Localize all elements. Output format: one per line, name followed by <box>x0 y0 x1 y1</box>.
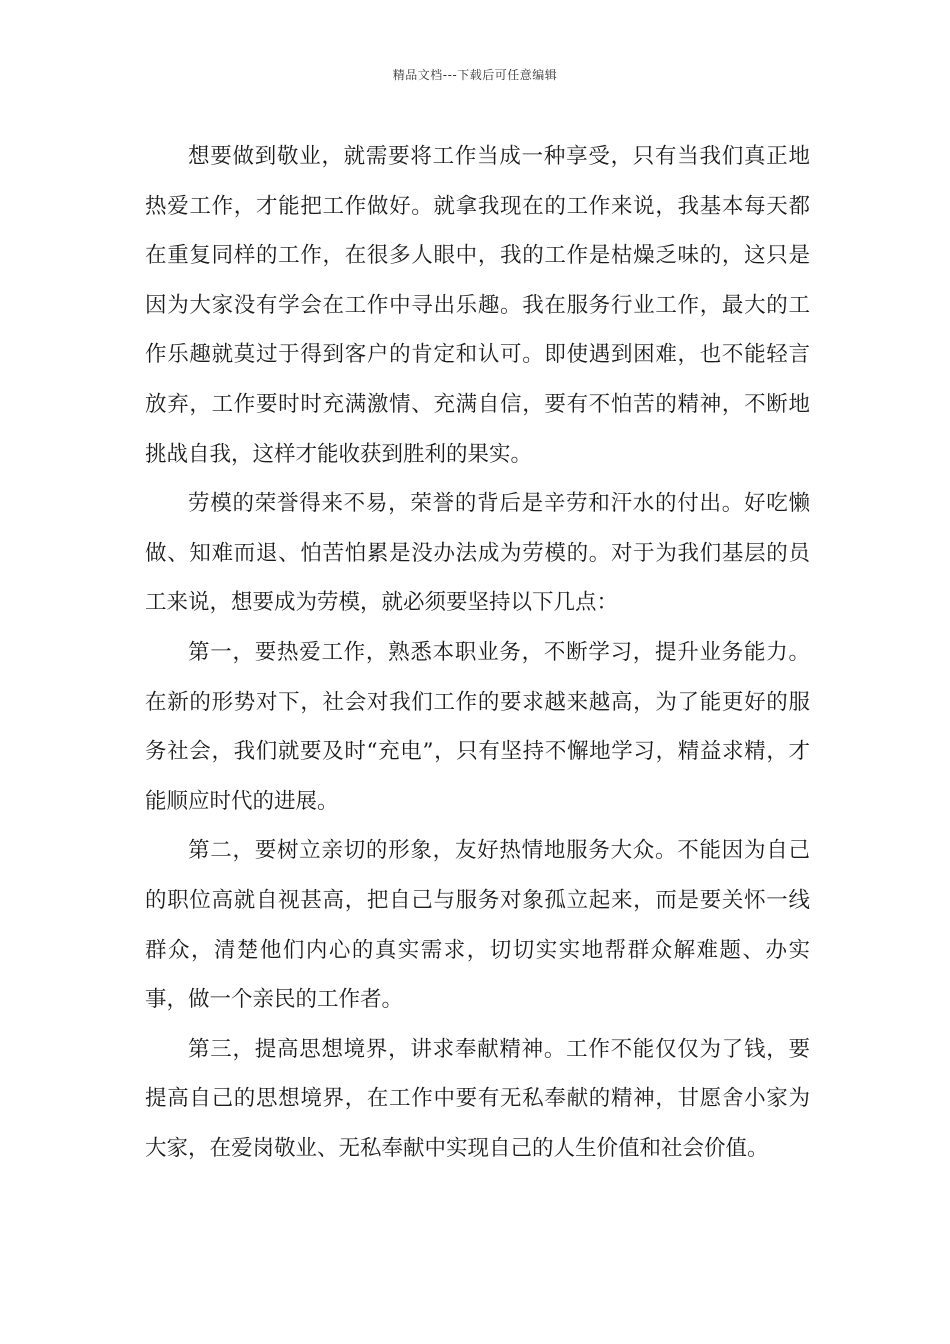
paragraph: 劳模的荣誉得来不易，荣誉的背后是辛劳和汗水的付出。好吃懒做、知难而退、怕苦怕累是没办法成为劳模的。对于为我们基层的员工来说，想要成为劳模，就必须要坚持以下几点： <box>145 491 810 616</box>
paragraph: 第二，要树立亲切的形象，友好热情地服务大众。不能因为自己的职位高就自视甚高，把自己与服务对象孤立起来，而是要关怀一线群众，清楚他们内心的真实需求，切切实实地帮群众解难题、办实事，做一个亲民的工作者。 <box>145 838 810 1013</box>
paragraph: 第三，提高思想境界，讲求奉献精神。工作不能仅仅为了钱，要提高自己的思想境界，在工作中要有无私奉献的精神，甘愿舍小家为大家，在爱岗敬业、无私奉献中实现自己的人生价值和社会价值。 <box>145 1036 810 1161</box>
page-header: 精品文档---下载后可任意编辑 <box>392 68 558 82</box>
paragraph: 第一，要热爱工作，熟悉本职业务，不断学习，提升业务能力。在新的形势对下，社会对我们工作的要求越来越高，为了能更好的服务社会，我们就要及时“充电”，只有坚持不懈地学习，精益求精，才能顺应时代的进展。 <box>145 639 810 814</box>
document-body <box>145 132 810 1173</box>
paragraph: 想要做到敬业，就需要将工作当成一种享受，只有当我们真正地热爱工作，才能把工作做好。就拿我现在的工作来说，我基本每天都在重复同样的工作，在很多人眼中，我的工作是枯燥乏味的，这只是因为大家没有学会在工作中寻出乐趣。我在服务行业工作，最大的工作乐趣就莫过于得到客户的肯定和认可。即使遇到困难，也不能轻言放弃，工作要时时充满激情、充满自信，要有不怕苦的精神，不断地挑战自我，这样才能收获到胜利的果实。 <box>145 144 810 467</box>
